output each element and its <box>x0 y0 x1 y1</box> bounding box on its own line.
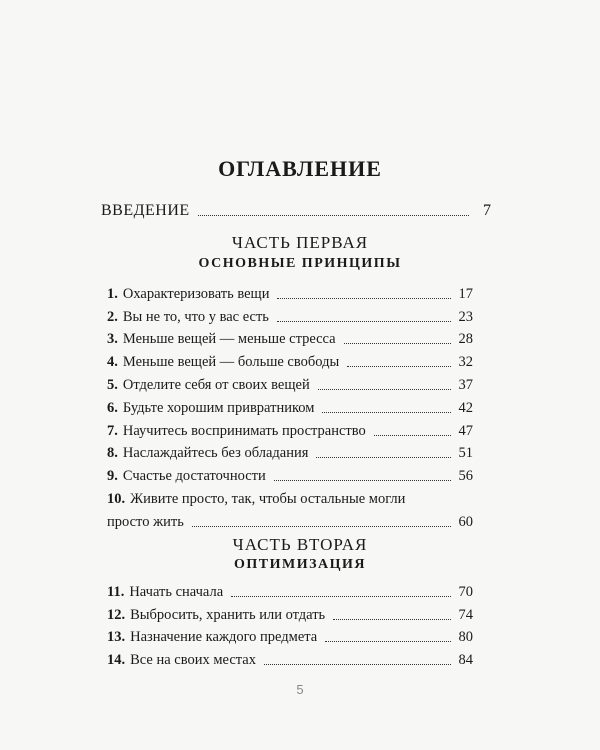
entry-number: 1. <box>107 285 118 302</box>
toc-entry-continuation <box>107 508 473 531</box>
toc-entry <box>107 303 473 326</box>
entry-page: 37 <box>458 376 473 393</box>
part2-entries <box>107 578 473 669</box>
toc-entry <box>107 326 473 349</box>
entry-page: 42 <box>458 399 473 416</box>
entry-page: 60 <box>458 513 473 530</box>
entry-title: Меньше вещей — больше свободы <box>122 354 340 371</box>
entry-title: Все на своих местах <box>130 652 256 669</box>
entry-title: Наслаждайтесь без обладания <box>122 445 309 462</box>
entry-page: 70 <box>458 583 473 600</box>
entry-number: 5. <box>107 376 118 393</box>
entry-title: Счастье достаточности <box>122 468 266 485</box>
dot-leader <box>316 457 451 458</box>
toc-entry <box>107 462 473 485</box>
intro-page: 7 <box>483 202 491 219</box>
entry-title: Меньше вещей — меньше стресса <box>122 331 336 348</box>
entry-page: 84 <box>458 652 473 669</box>
dot-leader <box>274 480 451 481</box>
entry-title: Начать сначала <box>129 583 224 600</box>
part1-entries <box>107 280 473 531</box>
entry-number: 12. <box>107 606 126 623</box>
entry-page: 17 <box>458 285 473 302</box>
entry-title: Выбросить, хранить или отдать <box>130 606 326 623</box>
entry-page: 28 <box>458 331 473 348</box>
entry-number: 3. <box>107 331 118 348</box>
dot-leader <box>322 412 451 413</box>
toc-entry-intro <box>101 202 491 220</box>
entry-title: Живите просто, так, чтобы остальные могли <box>130 490 406 507</box>
entry-page: 47 <box>458 422 473 439</box>
toc-entry <box>107 624 473 647</box>
toc-entry <box>107 646 473 669</box>
entry-title: Будьте хорошим привратником <box>122 399 315 416</box>
toc-title: ОГЛАВЛЕНИЕ <box>218 156 382 181</box>
entry-number: 8. <box>107 445 118 462</box>
toc-entry <box>107 417 473 440</box>
entry-title: Научитесь воспринимать пространство <box>122 422 366 439</box>
dot-leader <box>277 321 451 322</box>
entry-page: 56 <box>458 468 473 485</box>
toc-entry <box>107 371 473 394</box>
toc-entry <box>107 394 473 417</box>
entry-page: 74 <box>458 606 473 623</box>
dot-leader <box>325 641 451 642</box>
toc-entry <box>107 440 473 463</box>
entry-title-continuation: просто жить <box>107 513 184 530</box>
dot-leader <box>277 298 451 299</box>
entry-number: 11. <box>107 583 125 600</box>
dot-leader <box>264 664 451 665</box>
entry-number: 7. <box>107 422 118 439</box>
entry-number: 13. <box>107 629 126 646</box>
entry-title: Отделите себя от своих вещей <box>122 376 310 393</box>
part2-subtitle: ОПТИМИЗАЦИЯ <box>234 557 366 572</box>
entry-title: Вы не то, что у вас есть <box>122 308 269 325</box>
part2-title: ЧАСТЬ ВТОРАЯ <box>232 535 368 554</box>
entry-number: 4. <box>107 354 118 371</box>
toc-entry <box>107 485 473 508</box>
page-number: 5 <box>296 682 304 697</box>
entry-title: Охарактеризовать вещи <box>122 285 270 302</box>
dot-leader <box>198 215 469 216</box>
dot-leader <box>333 619 451 620</box>
entry-number: 6. <box>107 399 118 416</box>
entry-page: 51 <box>458 445 473 462</box>
intro-label: ВВЕДЕНИЕ <box>101 202 190 219</box>
entry-number: 14. <box>107 652 126 669</box>
toc-entry <box>107 280 473 303</box>
part1-title: ЧАСТЬ ПЕРВАЯ <box>231 233 369 252</box>
entry-page: 32 <box>458 354 473 371</box>
entry-number: 2. <box>107 308 118 325</box>
dot-leader <box>374 435 451 436</box>
entry-page: 23 <box>458 308 473 325</box>
toc-entry <box>107 348 473 371</box>
dot-leader <box>231 596 451 597</box>
entry-title: Назначение каждого предмета <box>130 629 318 646</box>
dot-leader <box>192 526 451 527</box>
toc-entry <box>107 578 473 601</box>
dot-leader <box>347 366 451 367</box>
entry-number: 9. <box>107 468 118 485</box>
dot-leader <box>344 343 451 344</box>
part1-subtitle: ОСНОВНЫЕ ПРИНЦИПЫ <box>198 256 402 271</box>
dot-leader <box>318 389 451 390</box>
entry-number: 10. <box>107 490 126 507</box>
entry-page: 80 <box>458 629 473 646</box>
toc-entry <box>107 601 473 624</box>
